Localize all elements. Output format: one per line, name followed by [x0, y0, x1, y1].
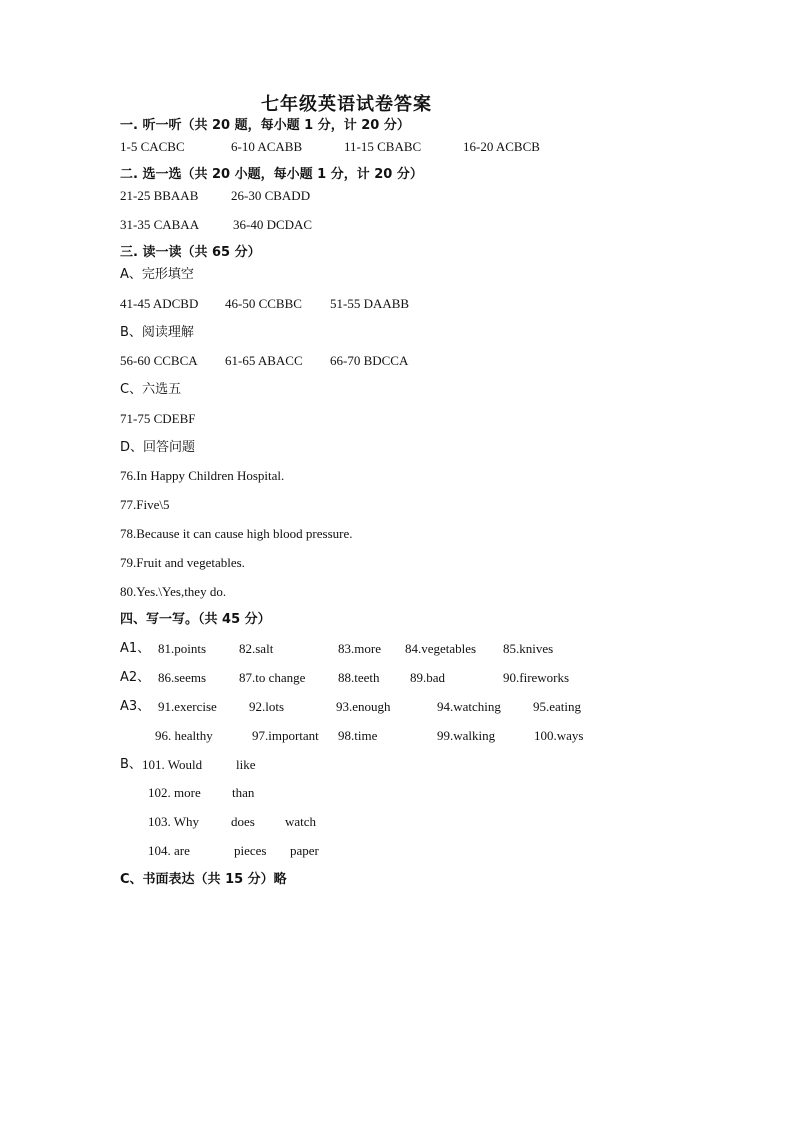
answer-word: like — [236, 757, 256, 772]
answer-word: 84.vegetables — [405, 641, 477, 656]
answer-word: 92.lots — [249, 699, 285, 714]
answer-group: 6-10 ACABB — [231, 139, 303, 154]
answer-word: pieces — [234, 843, 267, 858]
answer-word: than — [232, 785, 255, 800]
answer-word: 96. healthy — [155, 728, 213, 743]
answer-word: 104. are — [148, 843, 190, 858]
section-listening-heading: 一. 听一听（共 20 题，每小题 1 分，计 20 分） — [120, 118, 410, 133]
answer-word: 100.ways — [534, 728, 584, 743]
answer-group: 21-25 BBAAB — [120, 188, 199, 203]
answer-word: 94.watching — [437, 699, 501, 714]
part-a-label: A、完形填空 — [120, 267, 194, 282]
answer-group: 71-75 CDEBF — [120, 411, 196, 426]
answer-word: 95.eating — [533, 699, 582, 714]
answer-line: 80.Yes.\Yes,they do. — [120, 584, 227, 599]
answer-group: 66-70 BDCCA — [330, 353, 409, 368]
answer-word: 97.important — [252, 728, 319, 743]
answer-word: 81.points — [158, 641, 207, 656]
answer-group: 26-30 CBADD — [231, 188, 311, 203]
section-writing-heading: 四、写一写。（共 45 分） — [120, 612, 271, 627]
answer-line: 76.In Happy Children Hospital. — [120, 468, 285, 483]
section-reading-heading: 三. 读一读（共 65 分） — [120, 245, 261, 260]
answer-group: 16-20 ACBCB — [463, 139, 540, 154]
answer-group: 1-5 CACBC — [120, 139, 185, 154]
c-label: C、书面表达（共 15 分）略 — [120, 872, 287, 887]
answer-word: does — [231, 814, 255, 829]
part-c-label: C、六选五 — [120, 382, 182, 397]
answer-word: 85.knives — [503, 641, 554, 656]
answer-word: 82.salt — [239, 641, 274, 656]
a2-label: A2、 — [120, 670, 151, 685]
answer-word: 93.enough — [336, 699, 391, 714]
answer-word: 90.fireworks — [503, 670, 570, 685]
answer-word: 83.more — [338, 641, 381, 656]
a3-label: A3、 — [120, 699, 151, 714]
answer-word: 98.time — [338, 728, 378, 743]
section-choice-heading: 二. 选一选（共 20 小题，每小题 1 分，计 20 分） — [120, 167, 423, 182]
answer-line: 77.Five\5 — [120, 497, 170, 512]
answer-group: 11-15 CBABC — [344, 139, 422, 154]
answer-word: 87.to change — [239, 670, 306, 685]
answer-word: paper — [290, 843, 319, 858]
part-d-label: D、回答问题 — [120, 440, 196, 455]
answer-word: 88.teeth — [338, 670, 380, 685]
answer-word: 89.bad — [410, 670, 446, 685]
answer-group: 61-65 ABACC — [225, 353, 303, 368]
answer-word: watch — [285, 814, 317, 829]
b-label: B、 — [120, 757, 142, 772]
answer-word: 103. Why — [148, 814, 200, 829]
answer-group: 31-35 CABAA — [120, 217, 200, 232]
part-b-label: B、阅读理解 — [120, 325, 194, 340]
answer-group: 56-60 CCBCA — [120, 353, 198, 368]
answer-group: 41-45 ADCBD — [120, 296, 199, 311]
answer-word: 101. Would — [142, 757, 203, 772]
answer-group: 36-40 DCDAC — [233, 217, 313, 232]
answer-group: 51-55 DAABB — [330, 296, 410, 311]
answer-word: 91.exercise — [158, 699, 217, 714]
answer-word: 102. more — [148, 785, 201, 800]
page-title: 七年级英语试卷答案 — [261, 94, 432, 115]
a1-label: A1、 — [120, 641, 151, 656]
answer-word: 86.seems — [158, 670, 207, 685]
answer-line: 79.Fruit and vegetables. — [120, 555, 245, 570]
answer-word: 99.walking — [437, 728, 496, 743]
answer-group: 46-50 CCBBC — [225, 296, 302, 311]
answer-line: 78.Because it can cause high blood pressure. — [120, 526, 353, 541]
